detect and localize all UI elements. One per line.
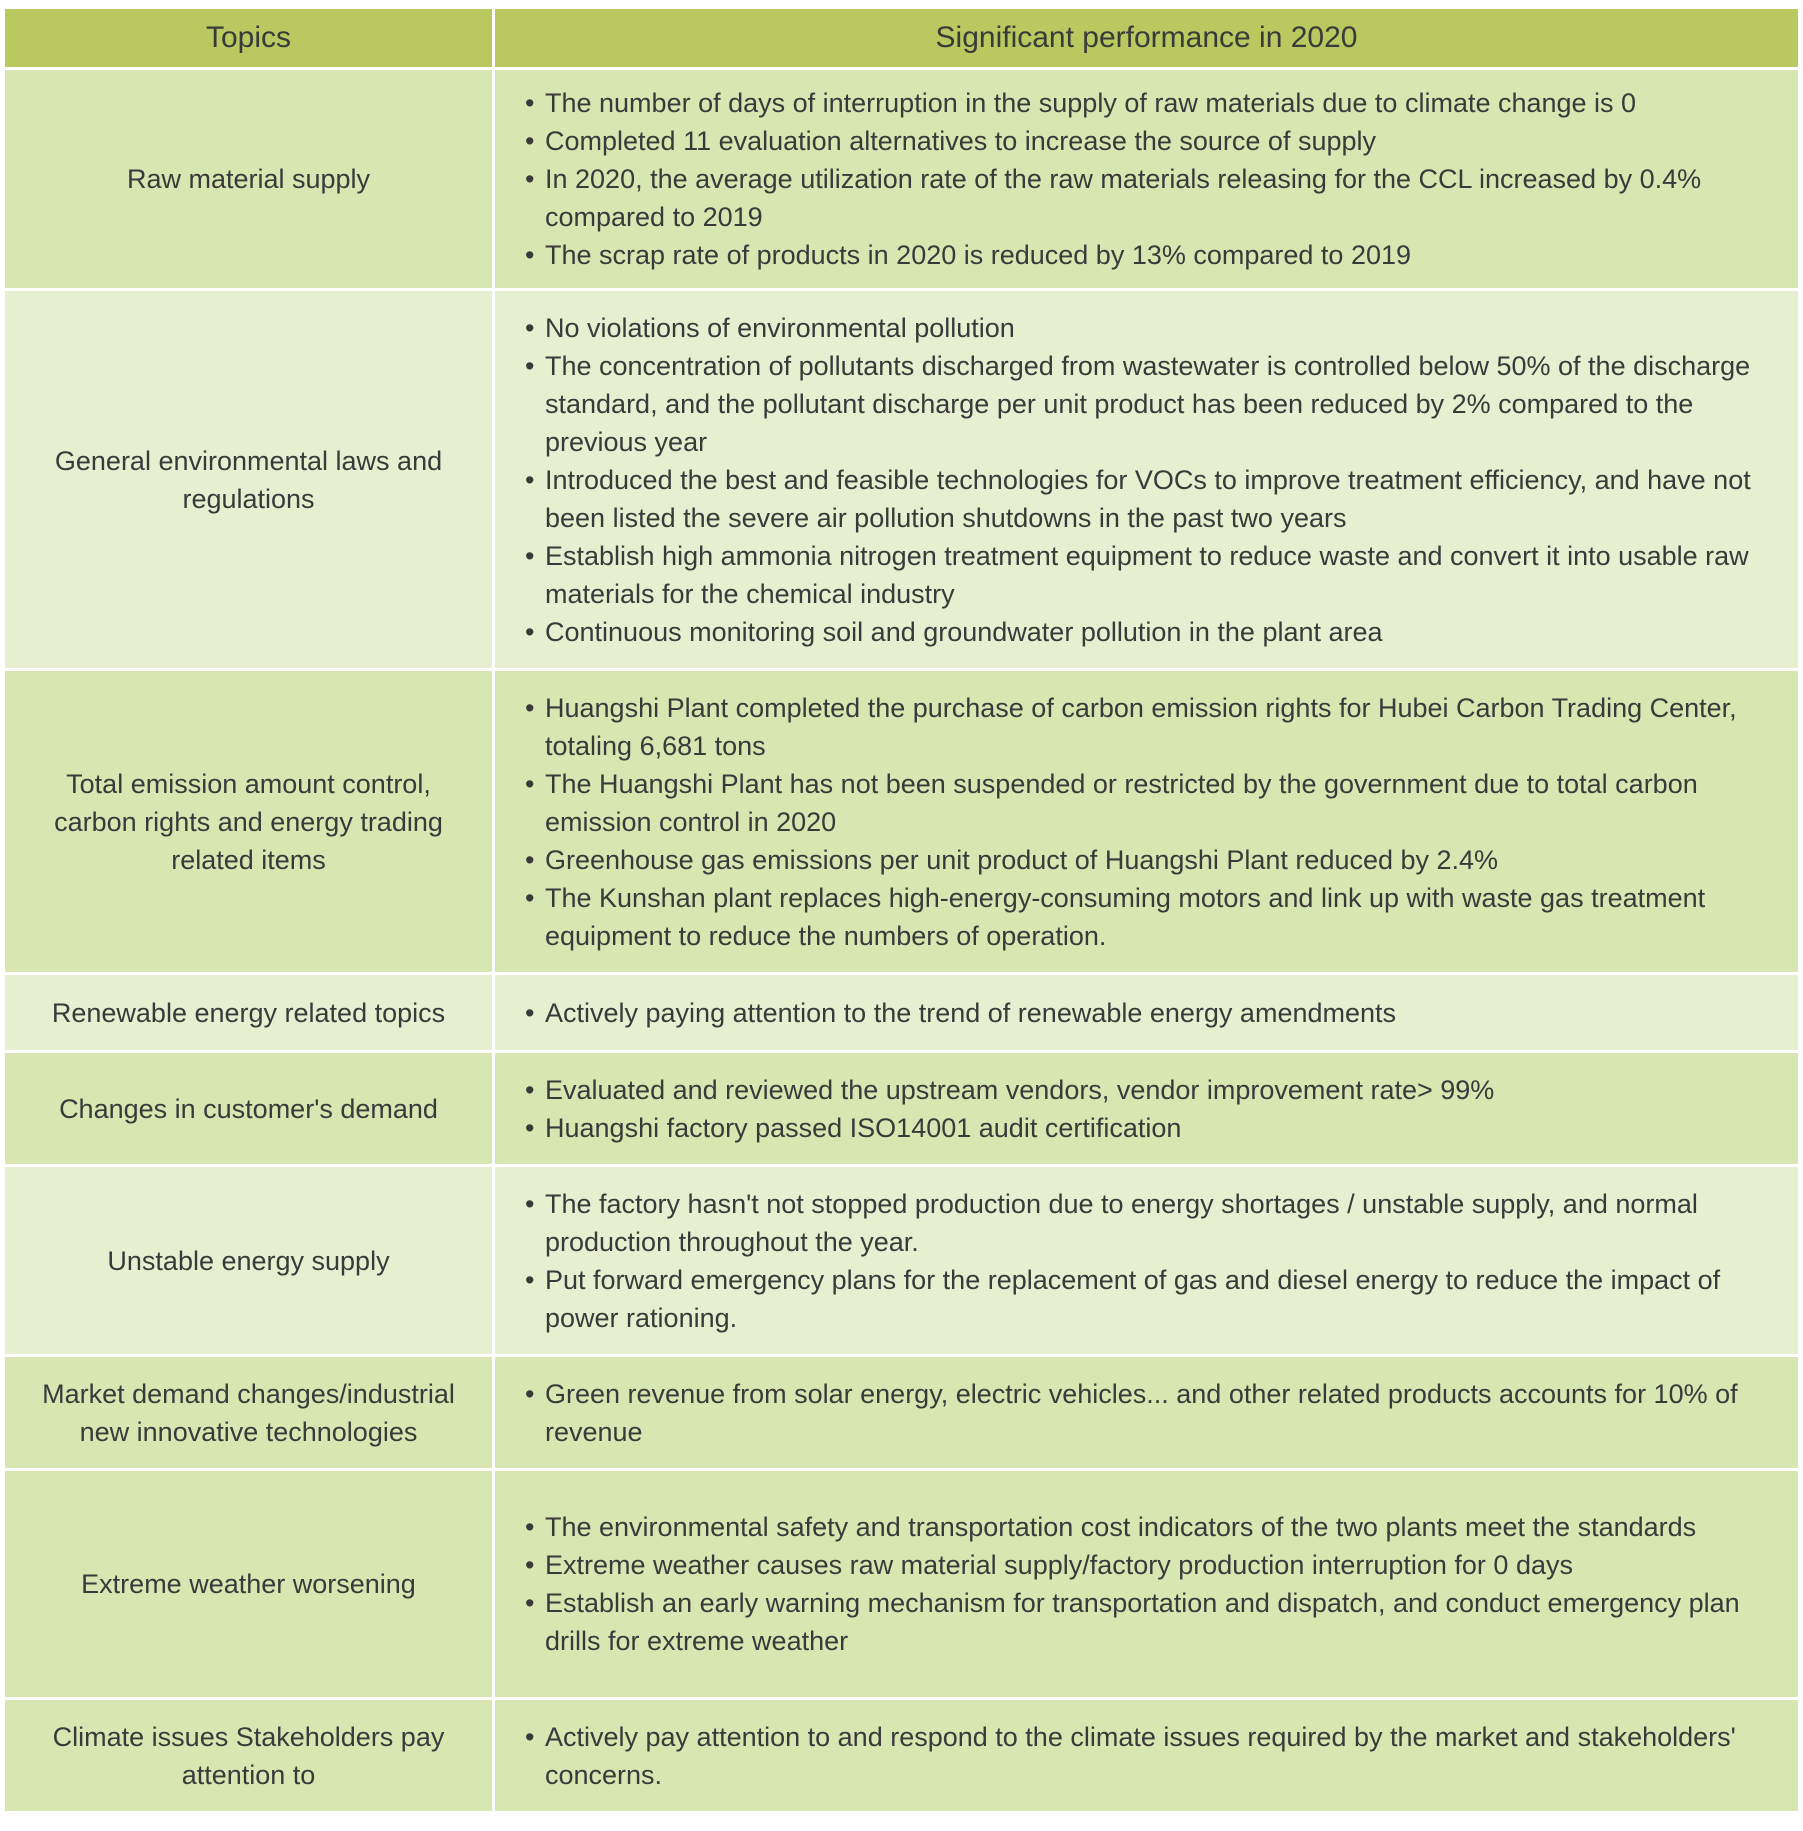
topics-column-header: Topics	[4, 8, 494, 69]
topic-cell: Total emission amount control, carbon rights and energy trading related items	[4, 670, 494, 974]
topic-cell: Extreme weather worsening	[4, 1470, 494, 1699]
topic-cell: Unstable energy supply	[4, 1166, 494, 1356]
topic-cell: Market demand changes/industrial new innovative technologies	[4, 1356, 494, 1470]
performance-list	[525, 309, 1758, 651]
list-item: • The factory hasn't not stopped production due to energy shortages / unstable supply, and normal production throughout the year.	[525, 1185, 1758, 1261]
list-item: • Actively paying attention to the trend of renewable energy amendments	[525, 994, 1758, 1032]
list-item: • The number of days of interruption in the supply of raw materials due to climate change is 0	[525, 84, 1758, 122]
table-row	[4, 1052, 1800, 1166]
list-item: • Put forward emergency plans for the replacement of gas and diesel energy to reduce the impact of power rationing.	[525, 1261, 1758, 1337]
performance-cell	[494, 1166, 1800, 1356]
performance-list	[525, 1508, 1758, 1660]
list-item: • Continuous monitoring soil and groundwater pollution in the plant area	[525, 613, 1758, 651]
list-item: • Greenhouse gas emissions per unit product of Huangshi Plant reduced by 2.4%	[525, 841, 1758, 879]
table-row	[4, 1356, 1800, 1470]
list-item: • The environmental safety and transportation cost indicators of the two plants meet the standards	[525, 1508, 1758, 1546]
topic-cell: General environmental laws and regulations	[4, 290, 494, 670]
list-item: • In 2020, the average utilization rate of the raw materials releasing for the CCL increased by 0.4% compared to 2019	[525, 160, 1758, 236]
table-row	[4, 69, 1800, 290]
topic-cell: Raw material supply	[4, 69, 494, 290]
performance-list	[525, 1718, 1758, 1794]
performance-cell	[494, 1699, 1800, 1813]
performance-list	[525, 1185, 1758, 1337]
table-row	[4, 974, 1800, 1052]
performance-cell	[494, 670, 1800, 974]
performance-list	[525, 1071, 1758, 1147]
performance-list	[525, 1375, 1758, 1451]
topic-cell: Renewable energy related topics	[4, 974, 494, 1052]
topic-cell: Changes in customer's demand	[4, 1052, 494, 1166]
list-item: • The concentration of pollutants discharged from wastewater is controlled below 50% of the discharge standard, and the pollutant discharge per unit product has been reduced by 2% compared to the previous year	[525, 347, 1758, 461]
table-row	[4, 290, 1800, 670]
performance-cell	[494, 1052, 1800, 1166]
list-item: • Establish high ammonia nitrogen treatment equipment to reduce waste and convert it into usable raw materials for the chemical industry	[525, 537, 1758, 613]
list-item: • The Kunshan plant replaces high-energy-consuming motors and link up with waste gas treatment equipment to reduce the numbers of operation.	[525, 879, 1758, 955]
performance-table	[2, 6, 1801, 1814]
list-item: • No violations of environmental pollution	[525, 309, 1758, 347]
list-item: • Introduced the best and feasible technologies for VOCs to improve treatment efficiency, and have not been listed the severe air pollution shutdowns in the past two years	[525, 461, 1758, 537]
list-item: • Huangshi Plant completed the purchase of carbon emission rights for Hubei Carbon Trading Center, totaling 6,681 tons	[525, 689, 1758, 765]
list-item: • The Huangshi Plant has not been suspended or restricted by the government due to total carbon emission control in 2020	[525, 765, 1758, 841]
table-row	[4, 1166, 1800, 1356]
performance-list	[525, 994, 1758, 1032]
list-item: • Green revenue from solar energy, electric vehicles... and other related products accounts for 10% of revenue	[525, 1375, 1758, 1451]
performance-list	[525, 689, 1758, 955]
table-row	[4, 1699, 1800, 1813]
table-header-row	[4, 8, 1800, 69]
performance-list	[525, 84, 1758, 274]
list-item: • The scrap rate of products in 2020 is reduced by 13% compared to 2019	[525, 236, 1758, 274]
performance-column-header: Significant performance in 2020	[494, 8, 1800, 69]
list-item: • Completed 11 evaluation alternatives to increase the source of supply	[525, 122, 1758, 160]
list-item: • Extreme weather causes raw material supply/factory production interruption for 0 days	[525, 1546, 1758, 1584]
performance-cell	[494, 290, 1800, 670]
table-row	[4, 670, 1800, 974]
topic-cell: Climate issues Stakeholders pay attention to	[4, 1699, 494, 1813]
table-row	[4, 1470, 1800, 1699]
list-item: • Evaluated and reviewed the upstream vendors, vendor improvement rate> 99%	[525, 1071, 1758, 1109]
performance-cell	[494, 1470, 1800, 1699]
list-item: • Huangshi factory passed ISO14001 audit certification	[525, 1109, 1758, 1147]
performance-cell	[494, 974, 1800, 1052]
performance-cell	[494, 69, 1800, 290]
list-item: • Establish an early warning mechanism for transportation and dispatch, and conduct emergency plan drills for extreme weather	[525, 1584, 1758, 1660]
list-item: • Actively pay attention to and respond to the climate issues required by the market and stakeholders' concerns.	[525, 1718, 1758, 1794]
performance-cell	[494, 1356, 1800, 1470]
